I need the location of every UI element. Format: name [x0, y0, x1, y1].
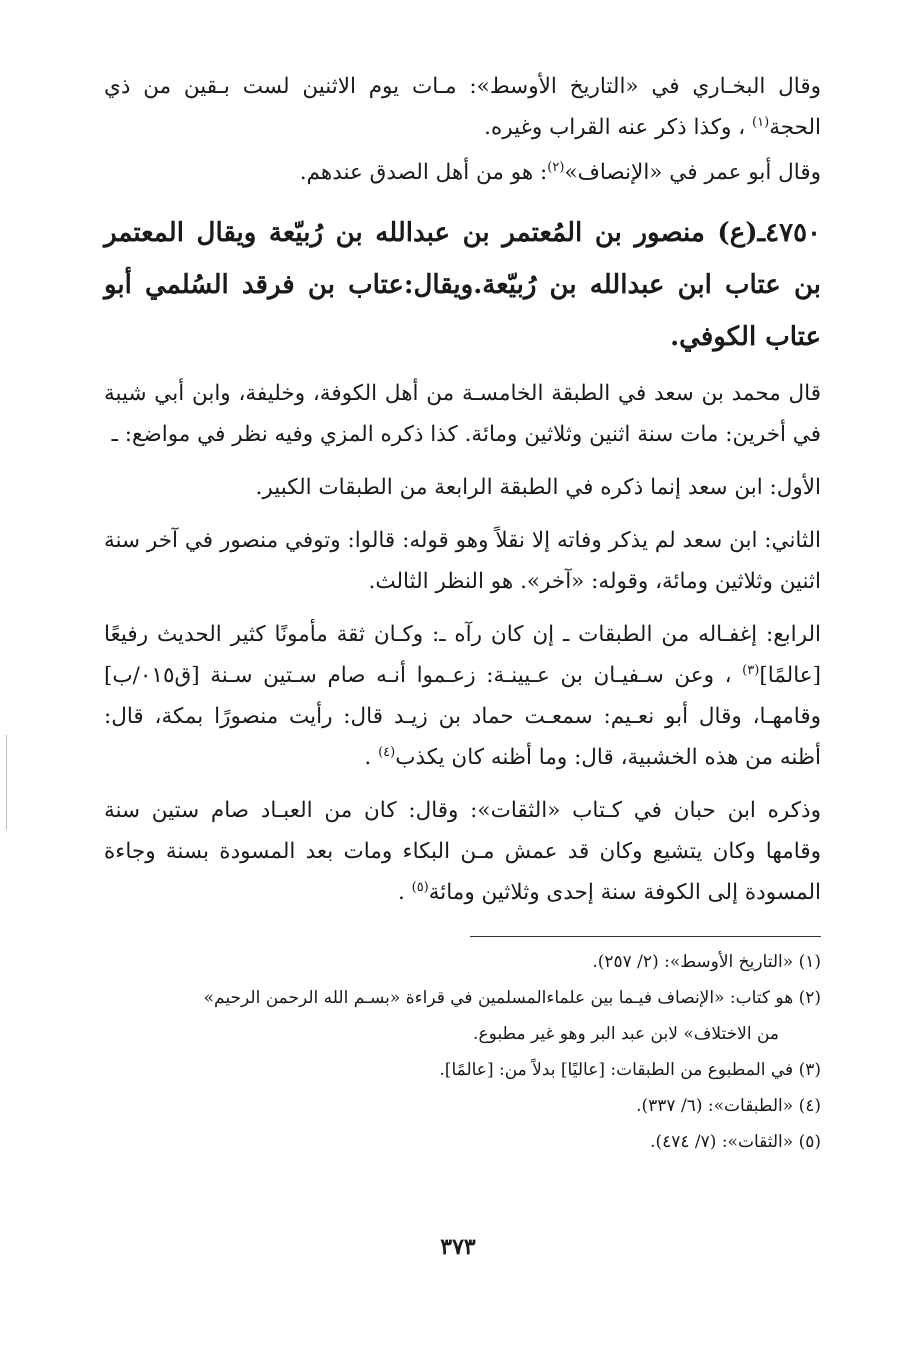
footnote-ref-1[interactable]: (١)	[752, 114, 770, 130]
paragraph-bukhari: وقال البخـاري في «التاريخ الأوسط»: مـات يوم الاثنين لست بـقين من ذي الحجة$^{(١)}$ ، وكذا ذكر عنه القراب وغيره.	[104, 74, 821, 140]
scan-margin-line	[6, 735, 7, 830]
footnote-ref-5[interactable]: (٥)	[411, 879, 429, 895]
footnotes	[104, 944, 821, 1160]
paragraph-second: الثاني: ابن سعد لم يذكر وفاته إلا نقلاً وهو قوله: قالوا: وتوفي منصور في آخر سنة اثنين وثلاثين ومائة، وقوله: «آخر». هو النظر الثالث.	[104, 528, 821, 594]
footnote-5: (٥) «الثقات»: (٧/ ٤٧٤).	[650, 1132, 821, 1152]
footnote-1: (١) «التاريخ الأوسط»: (٢/ ٢٥٧).	[592, 952, 821, 972]
footnote-4: (٤) «الطبقات»: (٦/ ٣٣٧).	[636, 1096, 821, 1116]
entry-heading: ٤٧٥٠ـ(ع) منصور بن المُعتمر بن عبدالله بن رُبيّعة ويقال المعتمر بن عتاب ابن عبدالله بن رُبيّعة.ويقال:عتاب بن فرقد السُلمي أبو عتاب الكوفي.	[104, 218, 821, 352]
paragraph-fourth: الرابع: إغفـاله من الطبقات ـ إن كان رآه ـ: وكـان ثقة مأمونًا كثير الحديث رفيعًا [عالمًا]$^{(٣)}$ ، وعن سـفيـان بن عـيينـة: زعـموا أنـه صام سـتين سـنة [ق٠١٥/ب] وقامهـا، وقال أبو نعـيم: سمعـت حماد بن زيـد قال: رأيت منصورًا بمكة، قال: أظنه من هذه الخشبية، قال: وما أظنه كان يكذب$^{(٤)}$ .	[104, 622, 821, 770]
footnote-divider	[470, 936, 821, 937]
footnote-2-continuation: من الاختلاف» لابن عبد البر وهو غير مطبوع.	[473, 1024, 779, 1044]
footnote-2: (٢) هو كتاب: «الإنصاف فيـما بين علماءالمسلمين في قراءة «بسـم الله الرحمن الرحيم»	[203, 988, 821, 1008]
main-text	[104, 66, 821, 913]
footnote-ref-2[interactable]: (٢)	[547, 159, 565, 175]
page-number: ٣٧٣	[440, 1234, 476, 1260]
footnote-ref-4[interactable]: (٤)	[378, 744, 396, 760]
footnote-ref-3[interactable]: (٣)	[742, 662, 760, 678]
footnote-3: (٣) في المطبوع من الطبقات: [عاليًا] بدلاً من: [عالمًا].	[439, 1060, 821, 1080]
paragraph-first: الأول: ابن سعد إنما ذكره في الطبقة الرابعة من الطبقات الكبير.	[255, 475, 821, 500]
paragraph-abu-umar: وقال أبو عمر في «الإنصاف»$^{(٢)}$: هو من أهل الصدق عندهم.	[299, 159, 821, 185]
paragraph-ibn-hibban: وذكره ابن حبان في كـتاب «الثقات»: وقال: كان من العبـاد صام ستين سنة وقامها وكان يتشيع وكان قد عمش مـن البكاء ومات بعد المسودة بسنة وجاءة المسودة إلى الكوفة سنة إحدى وثلاثين ومائة$^{(٥)}$ .	[104, 798, 821, 905]
paragraph-ibn-saad: قال محمد بن سعد في الطبقة الخامسـة من أهل الكوفة، وخليفة، وابن أبي شيبة في أخرين: مات سنة اثنين وثلاثين ومائة. كذا ذكره المزي وفيه نظر في مواضع: ـ	[104, 381, 821, 447]
